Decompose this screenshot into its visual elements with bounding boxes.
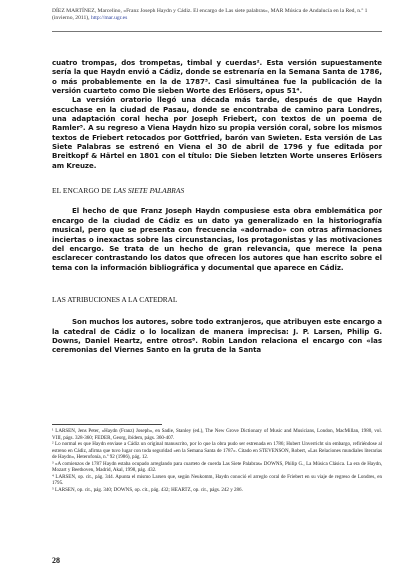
section-heading-italic: LAS SIETE PALABRAS	[113, 186, 185, 196]
footnote-5: ⁵ LARSEN, op. cit., pág. 340; DOWNS, op. cit., pág. 432; HEARTZ, op. cit., págs. 242 y 286.	[52, 486, 243, 493]
header-rule	[52, 31, 382, 32]
header-citation: DÍEZ MARTÍNEZ, Marcelino, «Franz Joseph Haydn y Cádiz. El encargo de Las siete palabras», MAR Música de Andalucía en la Red, n.º 1 (invierno, 2011),	[52, 8, 368, 22]
paragraph-3: El hecho de que Franz Joseph Haydn compusiese esta obra emblemática por encargo de la ciudad de Cádiz es un dato ya generalizado en la historiografía musical, pero que se presenta con frecuencia «adornado» con otras afirmaciones inciertas o inexactas sobre las circunstancias, los protagonistas y las motivaciones del encargo. Se trata de un hecho de gran relevancia, que merece la pena esclarecer contrastando los datos que ofrecen los autores que han escrito sobre el tema con la información bibliográfica y documental que aparece en Cádiz.	[52, 206, 382, 272]
section-heading-encargo	[52, 186, 382, 195]
paragraph-1: cuatro trompas, dos trompetas, timbal y cuerdas². Esta versión supuestamente sería la que Haydn envió a Cádiz, donde se estrenaría en la Semana Santa de 1786, o más probablemente en la de 1787³. Casi simultánea fue la publicación de la versión cuarteto como Die sieben Worte des Erlösers, opus 51⁴.	[52, 58, 382, 96]
footnote-3: ³ «A comienzos de 1787 Haydn estaba ocupado arreglando para cuarteto de cuerda Las Siete Palabras» DOWNS, Philip G., La Música Clásica. La era de Haydn, Mozart y Beethoven, Madrid, Akal, 1998, pág. 432.	[52, 460, 382, 474]
section-heading-atribuciones: LAS ATRIBUCIONES A LA CATEDRAL	[52, 294, 178, 304]
footnote-1: ¹ LARSEN, Jens Peter, «Haydn (Franz) Joseph», en Sadie, Stanley (ed.), The New Grove Dictionary of Music and Musicians, London, MacMillan, 1980, vol. VIII, págs. 328-360; FEDER, Georg, ibídem, págs. 360-407.	[52, 428, 382, 441]
header-link[interactable]: http://mar.ugr.es	[90, 15, 128, 22]
footnote-4: ⁴ LARSEN, op. cit., pág. 344. Apunta el mismo Larsen que, según Neukomm, Haydn conoció el arreglo coral de Friebert en su viaje de regreso de Londres, en 1795.	[52, 473, 382, 487]
paragraph-4: Son muchos los autores, sobre todo extranjeros, que atribuyen este encargo a la catedral de Cádiz o lo localizan de manera imprecisa: J. P. Larsen, Philip G. Downs, Daniel Heartz, entre otros⁶. Robin Landon relaciona el encargo con «las ceremonias del Viernes Santo en la gruta de la Santa	[52, 317, 382, 355]
paragraph-2: La versión oratorio llegó una década más tarde, después de que Haydn escuchase en la ciudad de Pasau, donde se encontraba de camino para Londres, una adaptación coral hecha por Joseph Friebert, con textos de un poema de Ramler⁵. A su regreso a Viena Haydn hizo su propia versión coral, sobre los mismos textos de Friebert retocados por Gottfried, barón van Swieten. Esta versión de Las Siete Palabras se estrenó en Viena el 30 de abril de 1796 y fue editada por Breitkopf & Härtel en 1801 con el título: Die Sieben letzten Worte unseres Erlösers am Kreuze.	[52, 95, 382, 170]
footnote-2: ² Lo normal es que Haydn enviase a Cádiz un original manuscrito, por lo que la obra pudo ser estrenada en 1786; Hubert Unverricht sin embargo, refiriéndose al estreno en Cádiz, afirma que tuvo lugar con toda seguridad «en la Semana Santa de 1787». Citado en STEVENSON, Robert, «Las Relaciones mundiales literarias de Haydn», Heterofonía, n.º 92 (1986), pág. 12.	[52, 441, 382, 461]
running-header	[52, 8, 382, 22]
footnote-rule	[52, 424, 162, 425]
section-heading-prefix: EL ENCARGO DE	[52, 186, 112, 196]
main-text	[52, 58, 382, 355]
footnotes	[52, 428, 382, 493]
page-number: 28	[52, 556, 60, 565]
